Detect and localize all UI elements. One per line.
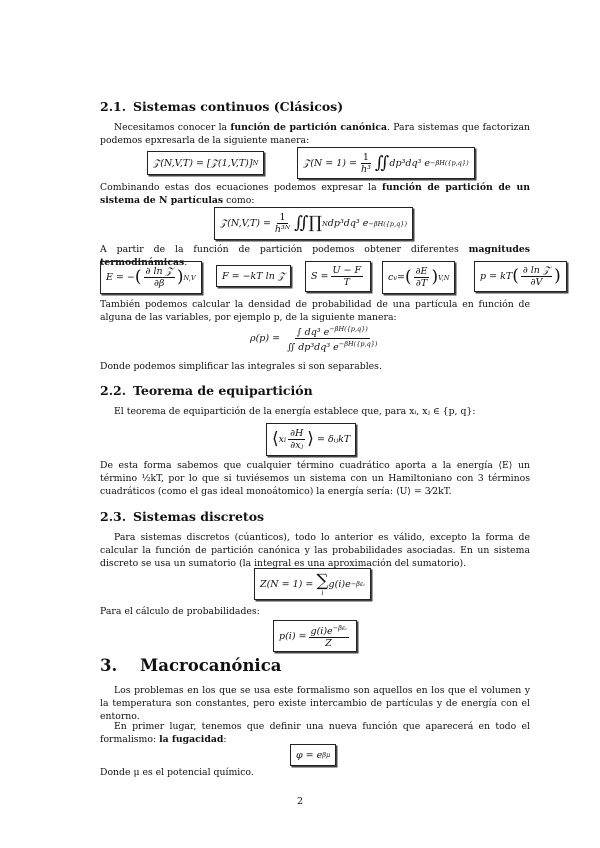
- section-heading-2-3: 2.3. Sistemas discretos: [100, 509, 265, 524]
- equation-n-particle-partition: 𝒵(N,V,T) = $\frac{1}{\text{h³ᴺ}}$ ∬∏ N dp³dq³ e −βH({p,q}): [214, 207, 413, 240]
- paragraph-chemical-potential: Donde μ es el potencial químico.: [100, 767, 254, 778]
- paragraph-grand-canonical: Los problemas en los que se usa este formalismo son aquellos en los que el volumen y la temperatura son constantes, pero existe intercambio de partículas y de energía con el entorno.: [100, 685, 530, 722]
- paragraph-fugacity: En primer lugar, tenemos que definir una nueva función que aparecerá en todo el formalismo: la fugacidad:: [100, 721, 530, 745]
- equation-entropy: S = $\frac{U - F}{T}$: [305, 261, 371, 292]
- section-heading-2-1: 2.1. Sistemas continuos (Clásicos): [100, 99, 344, 114]
- paragraph-quadratic-terms: De esta forma sabemos que cualquier término cuadrático aporta a la energía ⟨E⟩ un término ½kT, por lo que si tuviésemos un sistema con un Hamiltoniano con 3 términos cuadráticos (como el gas ideal monoátomico) la energía sería: ⟨U⟩ = 3⁄2kT.: [100, 460, 530, 497]
- page-number: 2: [296, 796, 304, 807]
- paragraph-equipartition: El teorema de equipartición de la energía establece que, para xᵢ, xⱼ ∈ {p, q}:: [114, 406, 476, 417]
- paragraph-probability-calc: Para el cálculo de probabilidades:: [100, 606, 260, 617]
- equation-discrete-partition: Z(N = 1) = ∑ i g(i)e −βεᵢ: [254, 568, 371, 600]
- paragraph-discrete-systems: Para sistemas discretos (cúanticos), todo lo anterior es válido, excepto la forma de calcular la función de partición canónica y las probabilidades asociadas. En un sistema discreto se usa un sumatorio (la integral es una aproximación del sumatorio).: [100, 532, 530, 569]
- paragraph-separable: Donde podemos simplificar las integrales si son separables.: [100, 361, 382, 372]
- paragraph-thermo-magnitudes: A partir de la función de partición podemos obtener diferentes magnitudes termodinámicas.: [100, 244, 530, 268]
- equation-fugacity: φ = e βμ: [290, 744, 336, 766]
- equation-factorized-partition: 𝒵(N,V,T) = [𝒵(1,V,T)] N: [147, 151, 264, 175]
- paragraph-probability-density: También podemos calcular la densidad de probabilidad de una partícula en función de alguna de las variables, por ejemplo p, de la siguiente manera:: [100, 299, 530, 323]
- equation-equipartition: ⟨ x i $\frac{\partial H}{\text{∂xⱼ}}$ ⟩ = δᵢⱼkT: [266, 423, 356, 456]
- chapter-heading-3: 3. Macrocanónica: [100, 656, 282, 675]
- equation-heat-capacity: c v = ( $\frac{\partial E}{\partial T}$ ) V,N: [382, 261, 455, 294]
- equation-single-particle-partition: 𝒵(N = 1) = $\frac{1}{\text{h³}}$ ∬ dp³dq³ e −βH({p,q}): [297, 147, 475, 179]
- equation-discrete-probability: p(i) = $\frac{g(i)e^{-\beta\varepsilon ᵢ}}{Z}$: [273, 620, 357, 652]
- paragraph-canonical-partition: Necesitamos conocer la función de partición canónica. Para sistemas que factorizan podemos epxresarla de la siguiente manera:: [100, 122, 530, 146]
- equation-pressure: p = kT ( $\frac{\text{∂ ln 𝒵}}{\partial V}$ ): [474, 261, 567, 292]
- section-heading-2-2: 2.2. Teorema de equipartición: [100, 383, 313, 398]
- paragraph-n-particles: Combinando estas dos ecuaciones podemos expresar la función de partición de un sistema de N partículas como:: [100, 182, 530, 206]
- equation-probability-density: ρ(p) = $\frac{\int dq^3 e^{-\beta H(\{p,q\})}}{∬ dp^3dq^3 e^{-\beta H(\{p,q\})}}$: [250, 325, 378, 354]
- equation-energy: E = − ( $\frac{\text{∂ ln 𝒵}}{\partial\beta}$ ) N,V: [100, 261, 202, 294]
- equation-free-energy: F = −kT ln 𝒵: [216, 265, 291, 287]
